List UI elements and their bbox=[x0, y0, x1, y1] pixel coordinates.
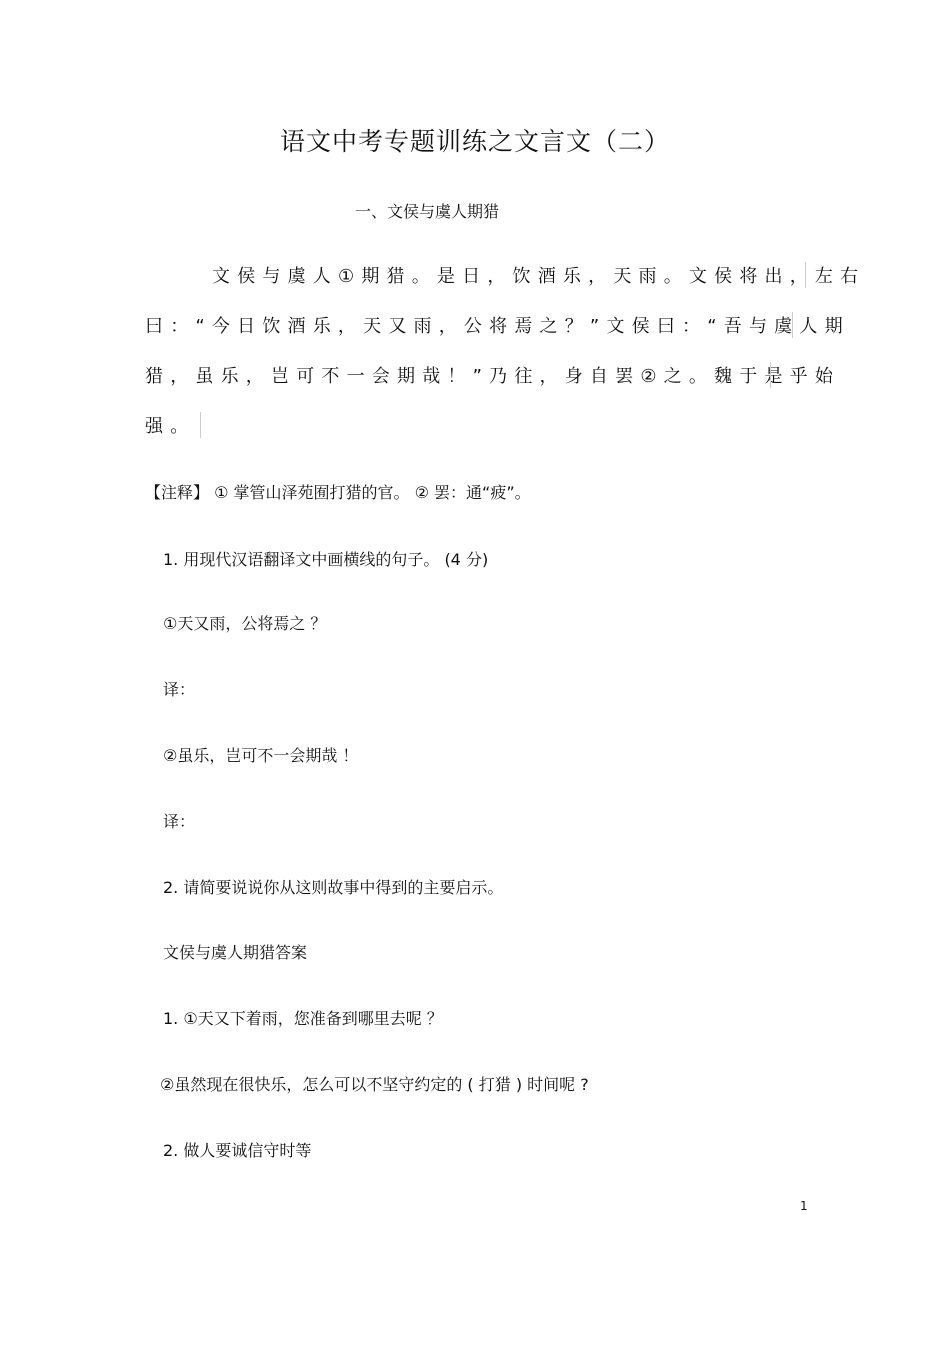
answer-2: 2. 做人要诚信守时等 bbox=[163, 1141, 312, 1160]
annotation-notes: 【注释】 ① 掌管山泽苑囿打猎的官。 ② 罢：通“疲”。 bbox=[145, 483, 531, 502]
page-number: 1 bbox=[800, 1199, 808, 1213]
question-2: 2. 请简要说说你从这则故事中得到的主要启示。 bbox=[163, 878, 504, 897]
section-heading: 一、文侯与虞人期猎 bbox=[355, 202, 500, 221]
passage-line-4: 强。 bbox=[145, 416, 196, 437]
question-1-sentence-1: ①天又雨，公将焉之 ？ bbox=[163, 614, 327, 633]
answer-1-1: 1. ①天又下着雨，您准备到哪里去呢 ？ bbox=[163, 1009, 443, 1028]
passage-line-1: 文侯与虞人①期猎。是日，饮酒乐，天雨。文侯将出，左右 bbox=[212, 266, 866, 287]
question-1-sentence-2: ②虽乐，岂可不一会期哉 ！ bbox=[163, 746, 359, 765]
passage-line-2: 曰：“今日饮酒乐，天又雨，公将焉之？”文侯曰：“吾与虞人期 bbox=[145, 316, 850, 337]
line-marker bbox=[805, 262, 806, 288]
answers-heading: 文侯与虞人期猎答案 bbox=[163, 943, 308, 962]
line-marker bbox=[200, 412, 201, 438]
translation-label-1: 译： bbox=[163, 680, 196, 699]
question-1: 1. 用现代汉语翻译文中画横线的句子。 (4 分) bbox=[163, 550, 489, 569]
answer-1-2: ②虽然现在很快乐，怎么可以不坚守约定的 ( 打猎 ) 时间呢 ? bbox=[160, 1075, 589, 1094]
translation-label-2: 译： bbox=[163, 812, 196, 831]
line-marker bbox=[770, 362, 771, 388]
passage-line-3: 猎，虽乐，岂可不一会期哉！”乃往，身自罢②之。魏于是乎始 bbox=[145, 366, 841, 387]
document-title: 语文中考专题训练之文言文（二） bbox=[279, 127, 670, 156]
line-marker bbox=[792, 312, 793, 338]
